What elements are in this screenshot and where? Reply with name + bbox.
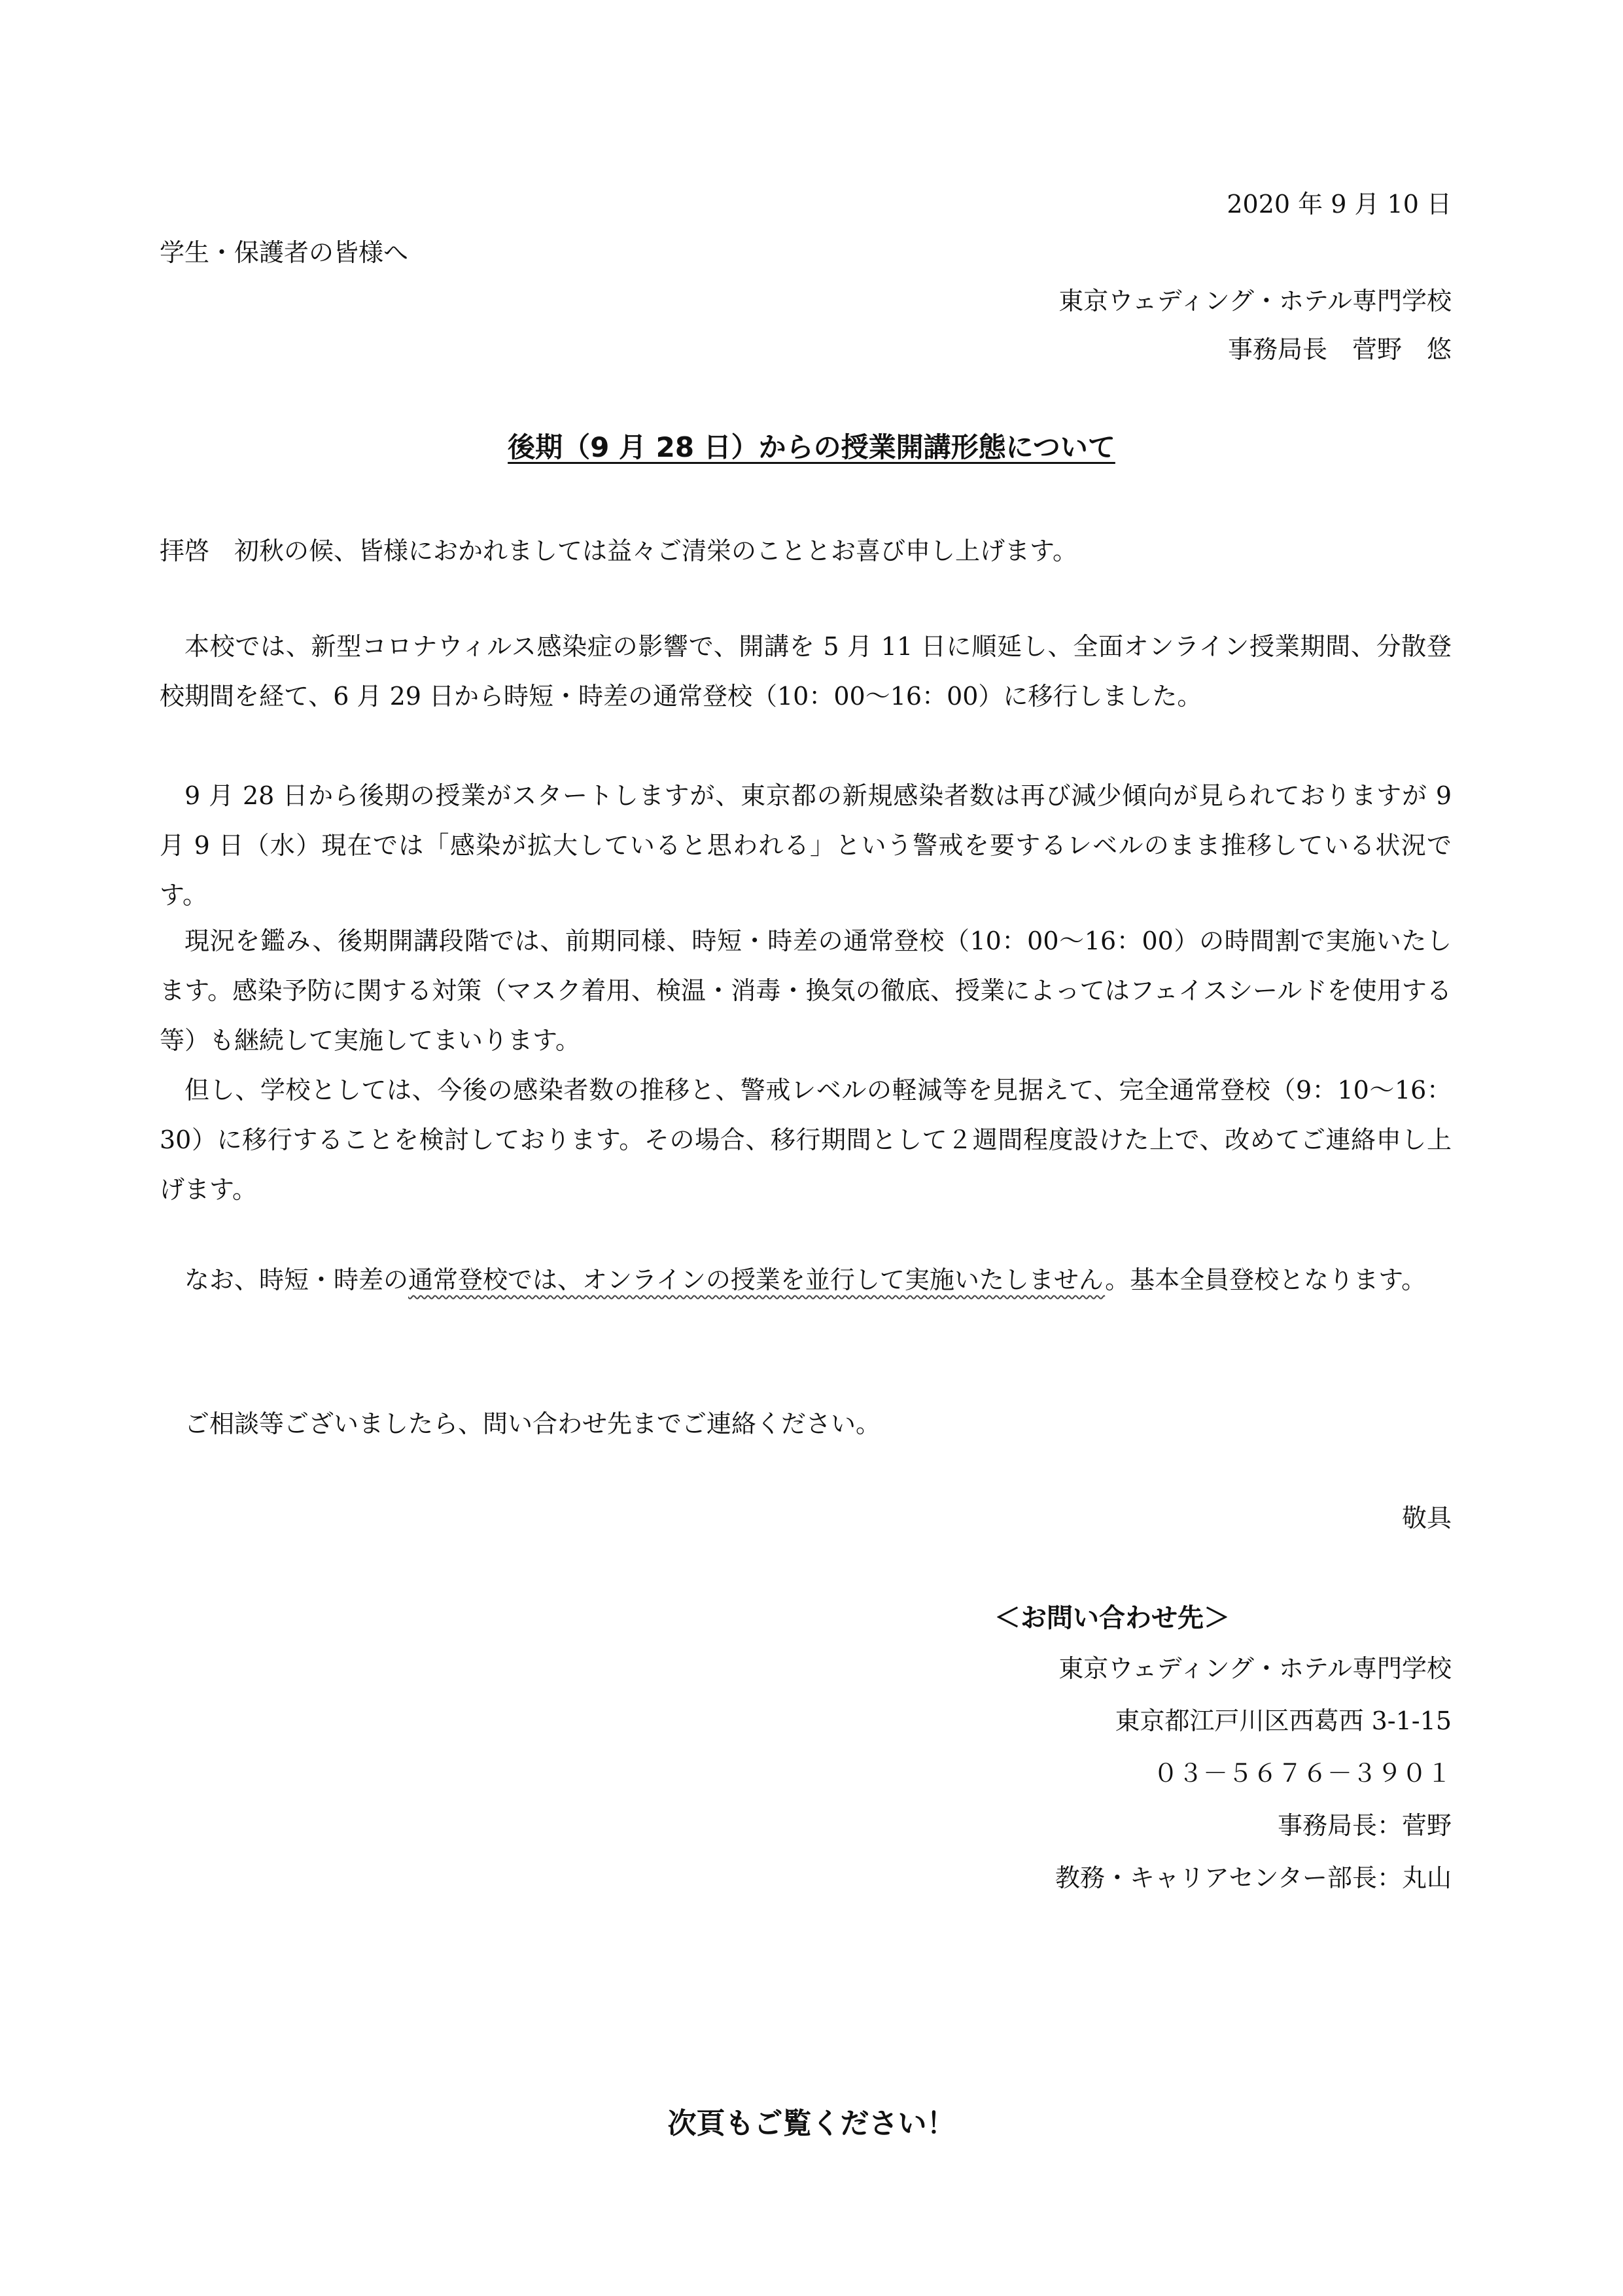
letter-date: 2020 年 9 月 10 日 <box>1227 190 1452 219</box>
greeting: 拝啓 初秋の候、皆様におかれましては益々ご清栄のこととお喜び申し上げます。 <box>160 537 1077 565</box>
next-page-notice: 次頁もご覧ください！ <box>667 2107 956 2140</box>
sender-name: 事務局長 菅野 悠 <box>1227 335 1452 364</box>
letter-title-text: 後期（9 月 28 日）からの授業開講形態について <box>508 431 1115 463</box>
paragraph-2: 9 月 28 日から後期の授業がスタートしますが、東京都の新規感染者数は再び減少傾向が見られておりますが 9 月 9 日（水）現在では「感染が拡大していると思われる」という警戒を要するレベルのまま推移している状況です。 <box>160 781 1452 910</box>
paragraph-5-lead: なお、時短・時差の <box>184 1265 409 1294</box>
paragraph-4: 但し、学校としては、今後の感染者数の推移と、警戒レベルの軽減等を見据えて、完全通常登校（9：10〜16：30）に移行することを検討しております。その場合、移行期間として２週間程度設けた上で、改めてご連絡申し上げます。 <box>160 1076 1452 1204</box>
paragraph-5-tail: 。基本全員登校となります。 <box>1105 1265 1427 1294</box>
contact-person-1: 事務局長：菅野 <box>1277 1811 1452 1840</box>
contact-person-2: 教務・キャリアセンター部長：丸山 <box>1055 1863 1452 1892</box>
contact-heading: ＜お問い合わせ先＞ <box>994 1603 1230 1633</box>
sender-organization: 東京ウェディング・ホテル専門学校 <box>1058 287 1452 315</box>
contact-phone: ０３－５６７６－３９０１ <box>1153 1759 1452 1788</box>
paragraph-6: ご相談等ございましたら、問い合わせ先までご連絡ください。 <box>184 1409 881 1438</box>
contact-organization: 東京ウェディング・ホテル専門学校 <box>1058 1654 1452 1683</box>
paragraph-3: 現況を鑑み、後期開講段階では、前期同様、時短・時差の通常登校（10：00〜16：00）の時間割で実施いたします。感染予防に関する対策（マスク着用、検温・消毒・換気の徹底、授業によってはフェイスシールドを使用する等）も継続して実施してまいります。 <box>160 927 1452 1055</box>
paragraph-5 <box>160 1255 1452 1305</box>
letter-title <box>0 431 1623 465</box>
closing: 敬具 <box>1401 1504 1452 1532</box>
paragraph-5-emphasis: 通常登校では、オンラインの授業を並行して実施いたしません <box>408 1265 1106 1294</box>
contact-address: 東京都江戸川区西葛西 3-1-15 <box>1115 1706 1452 1735</box>
paragraph-1: 本校では、新型コロナウィルス感染症の影響で、開講を 5 月 11 日に順延し、全面オンライン授業期間、分散登校期間を経て、6 月 29 日から時短・時差の通常登校（10：00〜16：00）に移行しました。 <box>160 632 1452 711</box>
addressee: 学生・保護者の皆様へ <box>160 238 409 267</box>
